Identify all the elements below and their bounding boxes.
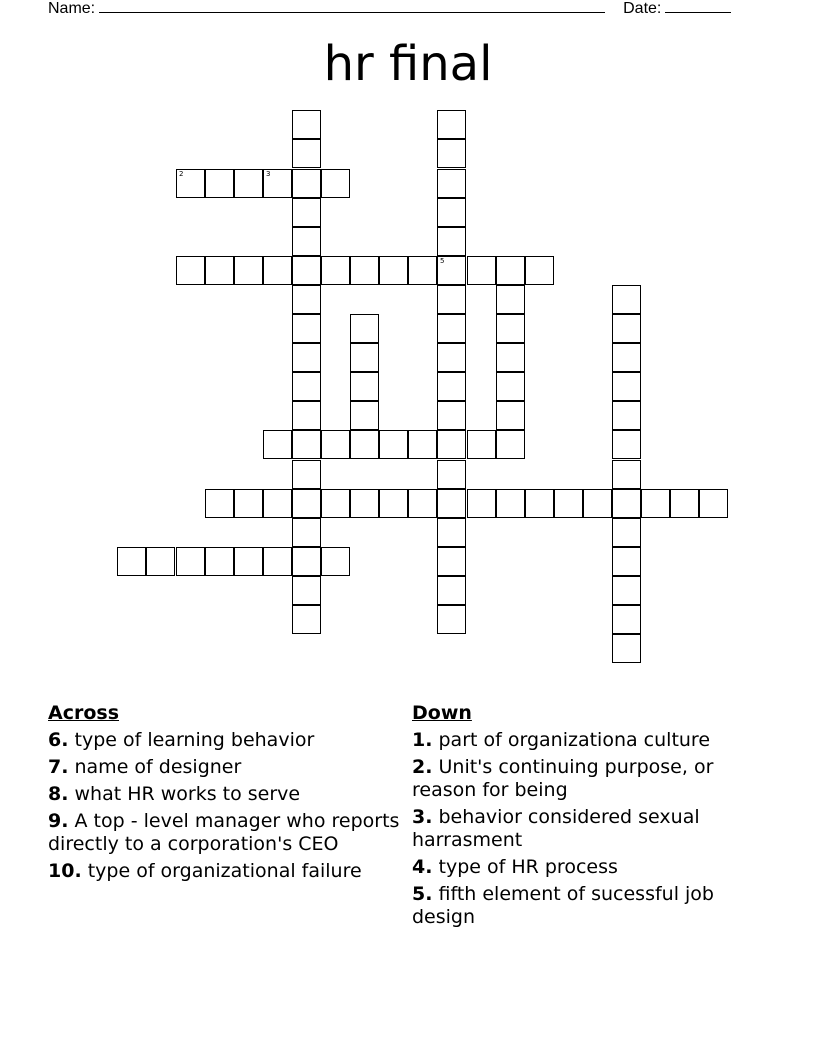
grid-cell[interactable] — [292, 576, 321, 605]
clue-down-1 — [412, 729, 757, 752]
grid-cell[interactable] — [292, 372, 321, 401]
grid-cell[interactable] — [292, 169, 321, 198]
grid-cell[interactable] — [641, 489, 670, 518]
grid-cell[interactable] — [176, 169, 205, 198]
clue-down-4 — [412, 856, 757, 879]
grid-cell[interactable] — [699, 489, 728, 518]
grid-cell[interactable] — [234, 256, 263, 285]
grid-cell[interactable] — [408, 430, 437, 459]
grid-cell[interactable] — [350, 372, 379, 401]
grid-cell[interactable] — [437, 227, 466, 256]
grid-cell[interactable] — [496, 343, 525, 372]
grid-cell[interactable] — [467, 256, 496, 285]
grid-cell[interactable] — [612, 285, 641, 314]
grid-cell[interactable] — [234, 489, 263, 518]
grid-cell[interactable] — [292, 518, 321, 547]
clue-across-7 — [48, 756, 408, 779]
down-clues — [412, 702, 757, 933]
grid-cell[interactable] — [437, 285, 466, 314]
grid-cell[interactable] — [496, 430, 525, 459]
grid-cell[interactable] — [292, 401, 321, 430]
clue-text: what HR works to serve — [74, 783, 301, 805]
grid-cell[interactable] — [408, 256, 437, 285]
grid-cell[interactable] — [496, 285, 525, 314]
grid-cell[interactable] — [437, 169, 466, 198]
grid-cell[interactable] — [205, 169, 234, 198]
grid-cell[interactable] — [437, 605, 466, 634]
clue-number-label: 2 — [179, 170, 184, 178]
clue-text: type of organizational failure — [87, 860, 362, 882]
page-title: hr final — [323, 36, 493, 92]
grid-cell[interactable] — [437, 256, 466, 285]
clue-across-6 — [48, 729, 408, 752]
grid-cell[interactable] — [350, 314, 379, 343]
grid-cell[interactable] — [612, 430, 641, 459]
clue-text: Unit's continuing purpose, or reason for being — [412, 756, 714, 801]
grid-cell[interactable] — [612, 401, 641, 430]
grid-cell[interactable] — [263, 169, 292, 198]
clue-text: name of designer — [74, 756, 242, 778]
clue-number: 4. — [412, 856, 433, 878]
grid-cell[interactable] — [525, 256, 554, 285]
grid-cell[interactable] — [437, 576, 466, 605]
clue-number: 6. — [48, 729, 69, 751]
grid-cell[interactable] — [292, 430, 321, 459]
down-heading: Down — [412, 702, 472, 724]
across-heading: Across — [48, 702, 120, 724]
name-label: Name: — [48, 0, 96, 17]
clue-number-label: 3 — [266, 170, 271, 178]
clue-number: 1. — [412, 729, 433, 751]
grid-cell[interactable] — [583, 489, 612, 518]
grid-cell[interactable] — [292, 227, 321, 256]
grid-cell[interactable] — [612, 460, 641, 489]
grid-cell[interactable] — [496, 372, 525, 401]
grid-cell[interactable] — [321, 430, 350, 459]
clue-across-8 — [48, 783, 408, 806]
grid-cell[interactable] — [467, 489, 496, 518]
grid-cell[interactable] — [292, 139, 321, 168]
grid-cell[interactable] — [437, 547, 466, 576]
grid-cell[interactable] — [612, 372, 641, 401]
grid-cell[interactable] — [117, 547, 146, 576]
grid-cell[interactable] — [263, 430, 292, 459]
date-label: Date: — [623, 0, 662, 17]
grid-cell[interactable] — [670, 489, 699, 518]
grid-cell[interactable] — [263, 547, 292, 576]
grid-cell[interactable] — [612, 605, 641, 634]
grid-cell[interactable] — [612, 343, 641, 372]
clue-number: 3. — [412, 806, 433, 828]
grid-cell[interactable] — [234, 169, 263, 198]
clue-down-2 — [412, 756, 757, 802]
grid-cell[interactable] — [176, 256, 205, 285]
grid-cell[interactable] — [205, 256, 234, 285]
clue-across-9 — [48, 810, 408, 856]
grid-cell[interactable] — [612, 518, 641, 547]
clue-number-label: 5 — [440, 257, 445, 265]
grid-cell[interactable] — [292, 489, 321, 518]
clue-number: 2. — [412, 756, 433, 778]
clue-text: part of organizationa culture — [438, 729, 711, 751]
grid-cell[interactable] — [350, 401, 379, 430]
grid-cell[interactable] — [321, 489, 350, 518]
grid-cell[interactable] — [292, 343, 321, 372]
grid-cell[interactable] — [437, 430, 466, 459]
grid-cell[interactable] — [437, 139, 466, 168]
grid-cell[interactable] — [496, 489, 525, 518]
grid-cell[interactable] — [554, 489, 583, 518]
grid-cell[interactable] — [525, 489, 554, 518]
grid-cell[interactable] — [437, 518, 466, 547]
grid-cell[interactable] — [379, 489, 408, 518]
grid-cell[interactable] — [379, 256, 408, 285]
grid-cell[interactable] — [292, 110, 321, 139]
grid-cell[interactable] — [292, 314, 321, 343]
clue-down-5 — [412, 883, 757, 929]
grid-cell[interactable] — [612, 576, 641, 605]
clue-number: 10. — [48, 860, 82, 882]
grid-cell[interactable] — [350, 256, 379, 285]
clue-number: 5. — [412, 883, 433, 905]
grid-cell[interactable] — [612, 634, 641, 663]
grid-cell[interactable] — [292, 198, 321, 227]
grid-cell[interactable] — [612, 547, 641, 576]
grid-cell[interactable] — [205, 547, 234, 576]
grid-cell[interactable] — [292, 547, 321, 576]
grid-cell[interactable] — [437, 489, 466, 518]
grid-cell[interactable] — [176, 547, 205, 576]
grid-cell[interactable] — [234, 547, 263, 576]
grid-cell[interactable] — [263, 489, 292, 518]
clue-text: fifth element of sucessful job design — [412, 883, 714, 928]
grid-cell[interactable] — [437, 110, 466, 139]
grid-cell[interactable] — [292, 285, 321, 314]
clue-across-10 — [48, 860, 408, 883]
grid-cell[interactable] — [292, 256, 321, 285]
grid-cell[interactable] — [437, 314, 466, 343]
grid-cell[interactable] — [408, 489, 437, 518]
clue-number: 7. — [48, 756, 69, 778]
grid-cell[interactable] — [437, 401, 466, 430]
grid-cell[interactable] — [146, 547, 175, 576]
grid-cell[interactable] — [467, 430, 496, 459]
clue-text: type of learning behavior — [74, 729, 315, 751]
clue-text: type of HR process — [438, 856, 618, 878]
grid-cell[interactable] — [496, 314, 525, 343]
grid-cell[interactable] — [205, 489, 234, 518]
grid-cell[interactable] — [437, 343, 466, 372]
grid-cell[interactable] — [496, 401, 525, 430]
across-clues — [48, 702, 408, 887]
clue-number: 9. — [48, 810, 69, 832]
grid-cell[interactable] — [437, 198, 466, 227]
clue-number: 8. — [48, 783, 69, 805]
grid-cell[interactable] — [350, 489, 379, 518]
grid-cell[interactable] — [321, 256, 350, 285]
grid-cell[interactable] — [321, 169, 350, 198]
clue-text: A top - level manager who reports directly to a corporation's CEO — [48, 810, 400, 855]
grid-cell[interactable] — [379, 430, 408, 459]
grid-cell[interactable] — [437, 460, 466, 489]
grid-cell[interactable] — [437, 372, 466, 401]
grid-cell[interactable] — [612, 489, 641, 518]
grid-cell[interactable] — [321, 547, 350, 576]
clue-text: behavior considered sexual harrasment — [412, 806, 700, 851]
grid-cell[interactable] — [350, 343, 379, 372]
grid-cell[interactable] — [263, 256, 292, 285]
grid-cell[interactable] — [292, 605, 321, 634]
grid-cell[interactable] — [350, 430, 379, 459]
grid-cell[interactable] — [292, 460, 321, 489]
grid-cell[interactable] — [612, 314, 641, 343]
clue-down-3 — [412, 806, 757, 852]
grid-cell[interactable] — [496, 256, 525, 285]
